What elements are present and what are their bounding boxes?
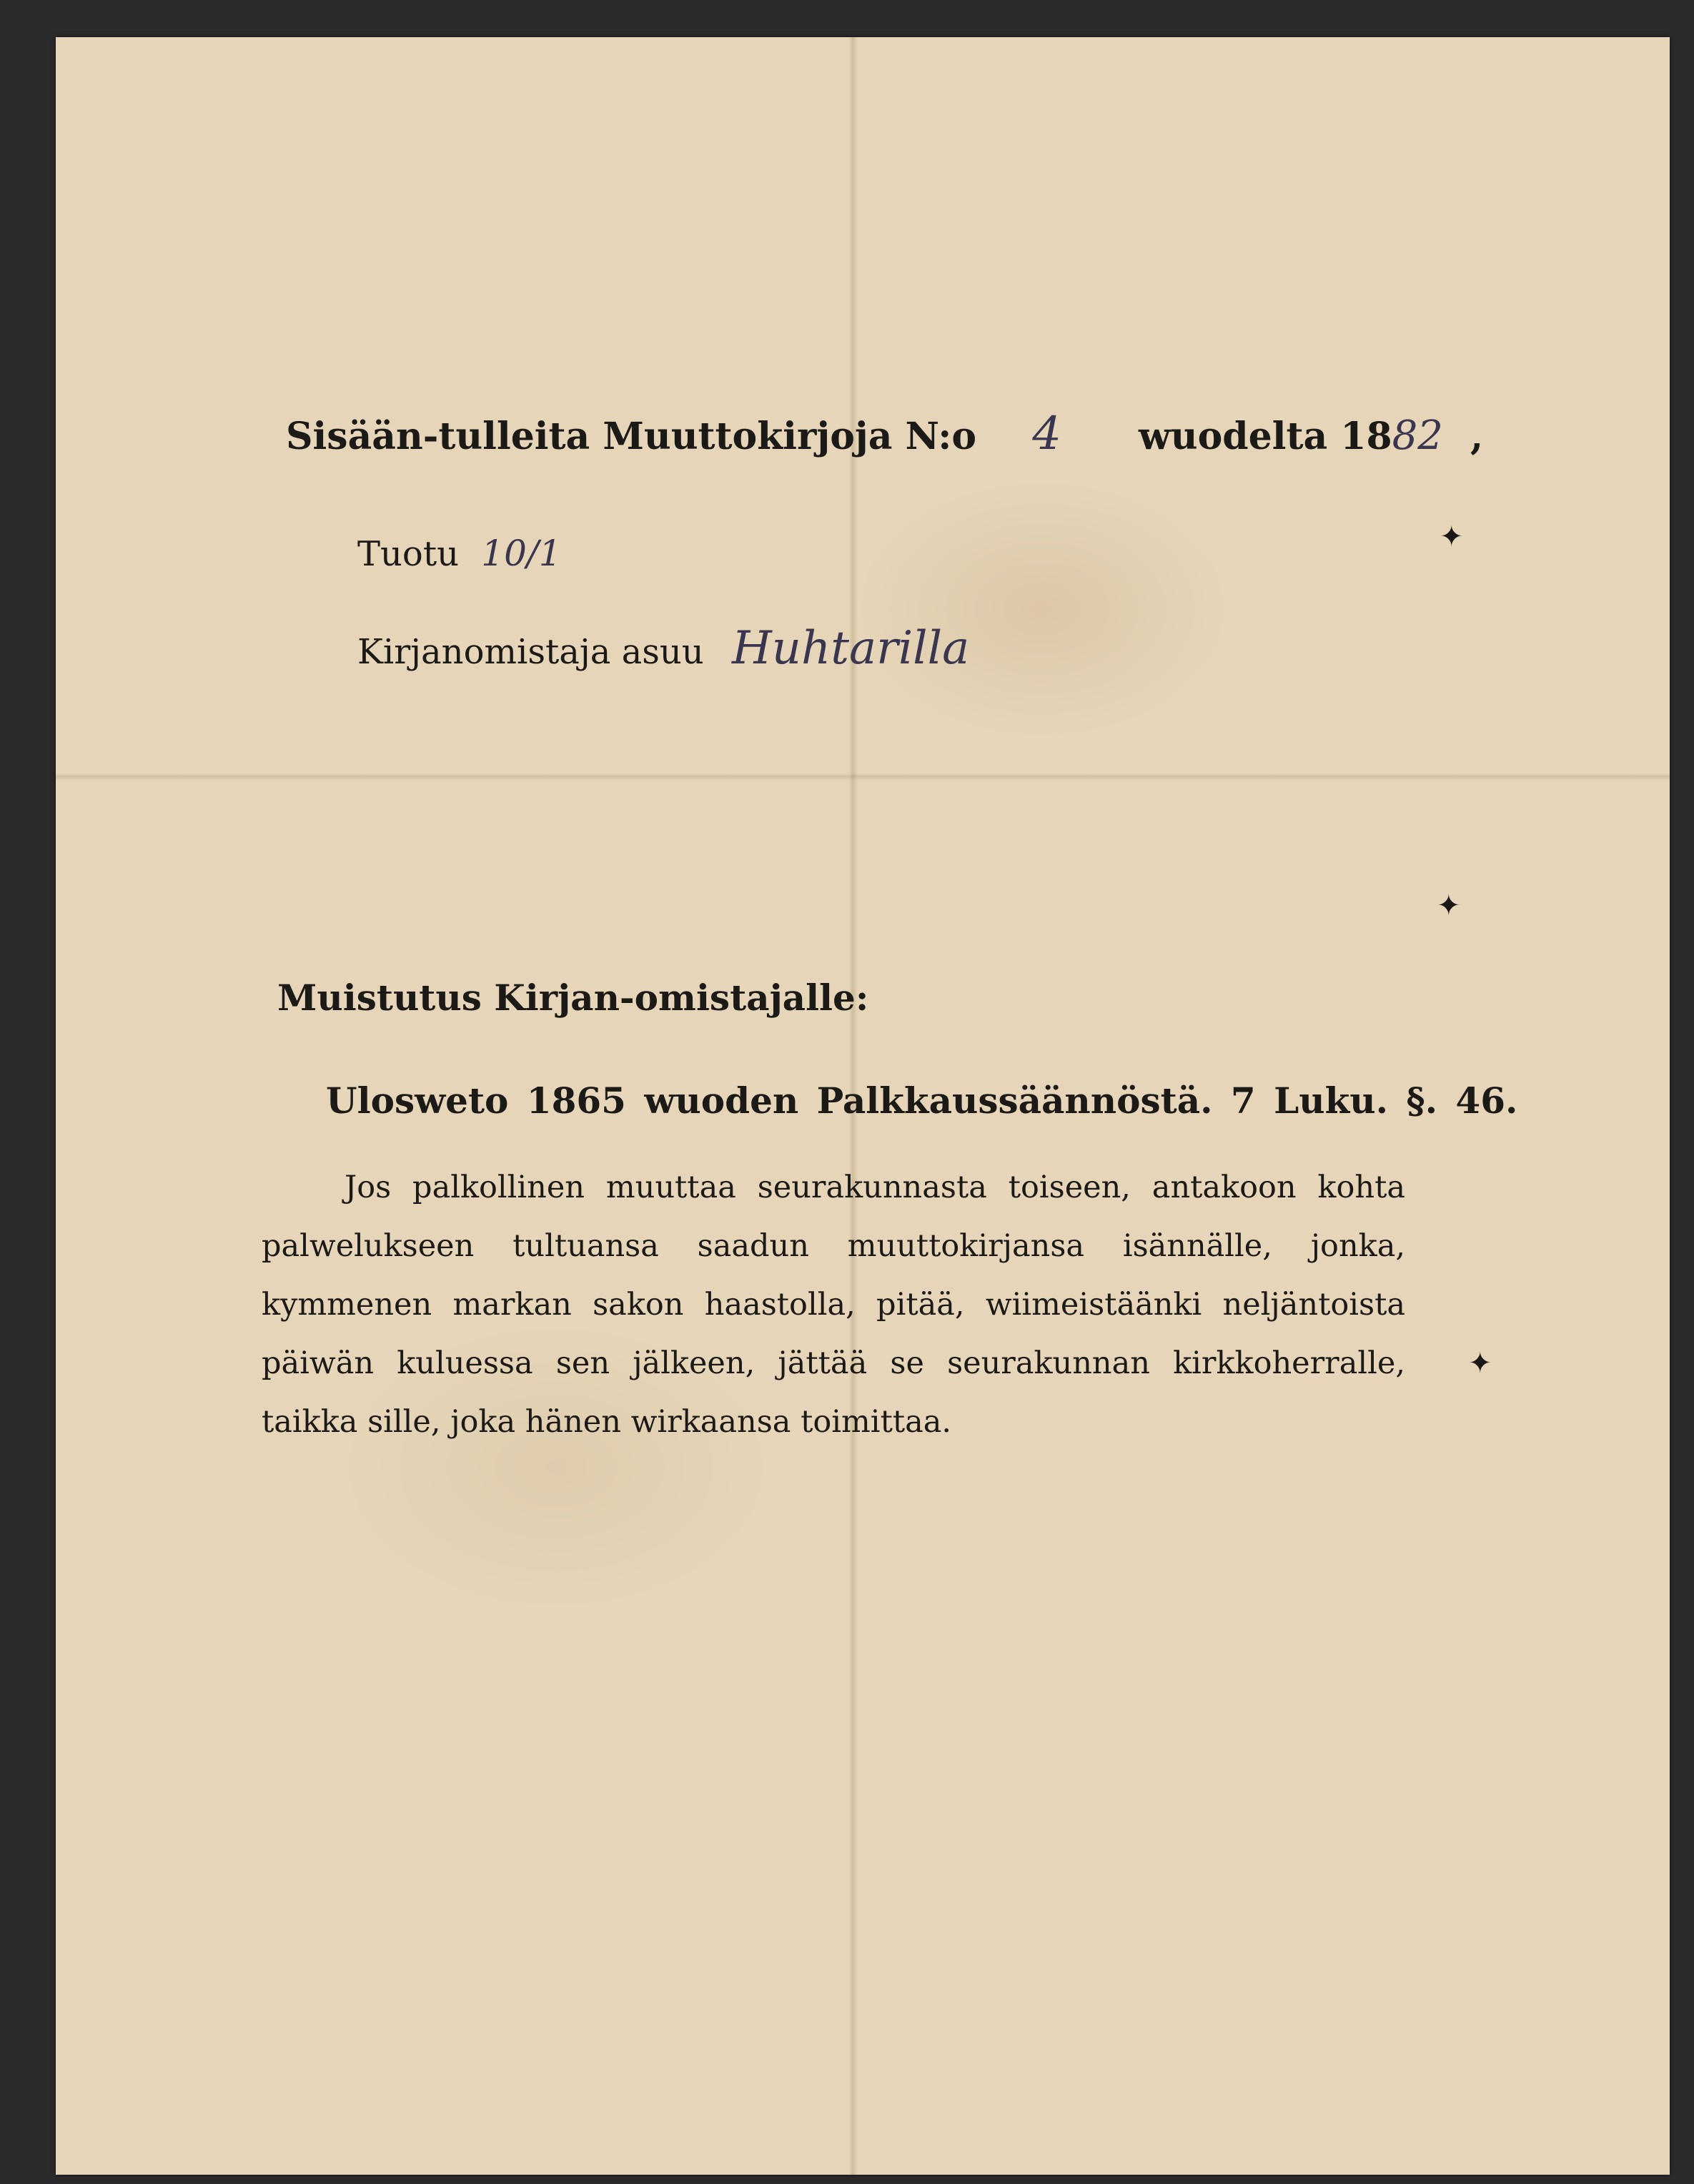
form-heading: [286, 407, 1483, 460]
heading-year-prefix: wuodelta 18: [1139, 415, 1392, 458]
reminder-subtitle: Ulosweto 1865 wuoden Palkkaussäännöstä. 7 Luku. §. 46.: [326, 1079, 1518, 1122]
tuotu-label: Tuotu: [357, 534, 460, 574]
heading-trailing: ,: [1470, 415, 1484, 458]
tuotu-row: [357, 533, 562, 574]
owner-row: [357, 622, 969, 675]
reminder-paragraph: Jos palkollinen muuttaa seurakunnasta toiseen, antakoon kohta palwelukseen tultuansa saadun muuttokirjansa isännälle, jonka, kymmenen markan sakon haastolla, pitää, wiimeistäänki neljäntoista päiwän kuluessa sen jälkeen, jättää se seurakunnan kirkkoherralle, taikka sille, joka hänen wirkaansa toimittaa.: [262, 1170, 1405, 1440]
owner-residence: Huhtarilla: [731, 622, 970, 675]
pinhole-mark-icon: ✦: [1468, 1347, 1492, 1380]
reminder-title: Muistutus Kirjan-omistajalle:: [277, 977, 869, 1019]
pinhole-mark-icon: ✦: [1440, 520, 1464, 553]
handwritten-number: 4: [1032, 407, 1061, 460]
handwritten-year: 82: [1392, 412, 1443, 459]
owner-label: Kirjanomistaja asuu: [357, 632, 704, 672]
tuotu-date: 10/1: [481, 533, 562, 574]
pinhole-mark-icon: ✦: [1437, 889, 1461, 922]
heading-prefix: Sisään-tulleita Muuttokirjoja N:o: [286, 415, 977, 458]
